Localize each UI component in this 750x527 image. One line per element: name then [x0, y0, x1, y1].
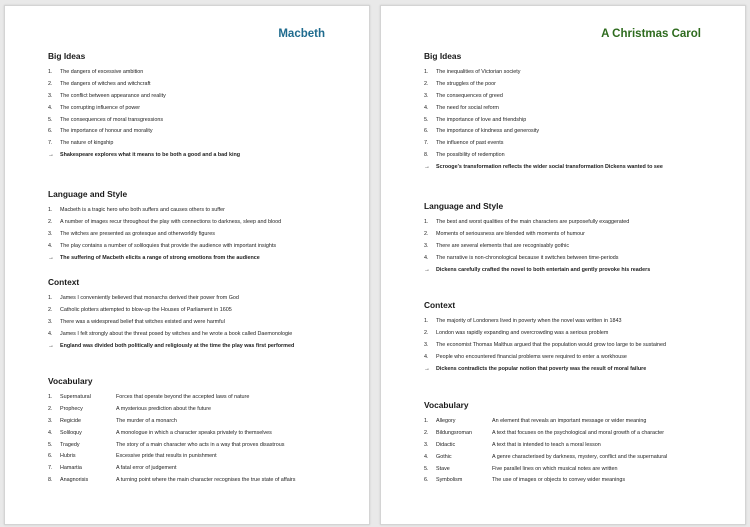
item-number: 4.	[48, 242, 53, 249]
item-number: 7.	[48, 465, 53, 472]
vocab-term: Prophecy	[60, 405, 83, 412]
item-number: 2.	[424, 230, 429, 237]
item-text: The influence of past events	[436, 140, 504, 147]
arrow-icon: →	[424, 266, 430, 273]
list-item	[424, 93, 725, 105]
section-heading: Big Ideas	[48, 51, 86, 61]
item-number: 8.	[48, 477, 53, 484]
list-item	[424, 81, 725, 93]
item-number: 6.	[424, 128, 429, 135]
item-number: 1.	[424, 69, 429, 75]
vocab-definition: Forces that operate beyond the accepted laws of nature	[116, 394, 250, 400]
list-item	[48, 295, 349, 307]
summary-text: Shakespeare explores what it means to be both a good and a bad king	[60, 152, 241, 159]
language-list	[48, 207, 349, 266]
item-number: 1.	[48, 69, 53, 75]
list-item	[424, 231, 725, 243]
vocab-term: Symbolism	[436, 477, 463, 484]
section-heading: Context	[48, 277, 80, 287]
list-item	[424, 318, 725, 330]
list-item	[424, 219, 725, 231]
item-text: The importance of kindness and generosity	[436, 128, 540, 135]
item-text: There are several elements that are recognisably gothic	[436, 242, 570, 249]
list-item	[424, 255, 725, 267]
list-item	[48, 319, 349, 331]
item-number: 2.	[48, 306, 53, 313]
arrow-icon: →	[48, 342, 54, 349]
item-text: A number of images recur throughout the play with connections to darkness, sleep and blood	[60, 218, 282, 225]
list-item	[48, 105, 349, 117]
list-item	[48, 331, 349, 343]
list-item	[424, 69, 725, 81]
item-number: 4.	[48, 429, 53, 436]
list-item	[48, 406, 349, 418]
list-item	[424, 477, 725, 489]
vocab-term: Hubris	[60, 453, 76, 460]
list-item	[48, 430, 349, 442]
item-number: 3.	[48, 92, 53, 99]
item-text: The dangers of witches and witchcraft	[60, 80, 151, 87]
list-item	[48, 128, 349, 140]
item-text: The importance of love and friendship	[436, 116, 527, 123]
context-list	[48, 295, 349, 354]
item-number: 5.	[424, 116, 429, 123]
item-number: 6.	[48, 128, 53, 135]
list-item	[48, 117, 349, 129]
item-text: James I conveniently believed that monarchs derived their power from God	[60, 295, 239, 301]
vocabulary-list	[48, 394, 349, 489]
section-heading: Vocabulary	[424, 400, 469, 410]
list-item	[424, 128, 725, 140]
item-text: The corrupting influence of power	[60, 104, 141, 111]
item-text: The nature of kingship	[60, 140, 114, 147]
list-item	[424, 466, 725, 478]
summary-text: Scrooge's transformation reflects the wider social transformation Dickens wanted to see	[436, 164, 663, 171]
list-item	[424, 117, 725, 129]
vocabulary-section	[424, 400, 725, 489]
item-number: 3.	[424, 242, 429, 249]
section-heading: Big Ideas	[424, 51, 462, 61]
item-text: The majority of Londoners lived in poverty when the novel was written in 1843	[436, 318, 622, 324]
list-item	[424, 243, 725, 255]
item-number: 2.	[48, 405, 53, 412]
vocabulary-list	[424, 418, 725, 489]
section-heading: Vocabulary	[48, 376, 93, 386]
list-item	[424, 442, 725, 454]
item-number: 3.	[48, 230, 53, 237]
context-list	[424, 318, 725, 377]
vocab-term: Regicide	[60, 417, 81, 424]
item-number: 4.	[424, 353, 429, 360]
list-item	[48, 69, 349, 81]
item-text: There was a widespread belief that witches existed and were harmful	[60, 318, 225, 325]
item-number: 6.	[48, 453, 53, 460]
item-number: 2.	[424, 329, 429, 336]
vocab-definition: A text that is intended to teach a moral lesson	[492, 441, 601, 448]
item-number: 6.	[424, 477, 429, 484]
item-number: 3.	[424, 341, 429, 348]
list-item	[48, 394, 349, 406]
big-ideas-section	[424, 51, 725, 176]
list-item	[48, 81, 349, 93]
item-number: 4.	[424, 104, 429, 111]
item-number: 8.	[424, 152, 429, 159]
vocab-definition: Five parallel lines on which musical notes are written	[492, 465, 618, 472]
item-text: People who encountered financial problems were required to enter a workhouse	[436, 353, 627, 360]
item-number: 1.	[48, 207, 53, 213]
arrow-icon: →	[48, 254, 54, 261]
vocab-term: Allegory	[436, 418, 456, 424]
vocab-term: Tragedy	[60, 441, 80, 448]
list-item	[424, 152, 725, 164]
vocab-definition: A monologue in which a character speaks privately to themselves	[116, 429, 272, 436]
item-number: 2.	[424, 429, 429, 436]
vocab-term: Anagnorisis	[60, 477, 89, 484]
item-text: The consequences of moral transgressions	[60, 116, 164, 123]
section-heading: Language and Style	[48, 189, 128, 199]
item-number: 1.	[48, 295, 53, 301]
item-number: 2.	[424, 80, 429, 87]
item-number: 1.	[424, 318, 429, 324]
item-text: The consequences of greed	[436, 92, 503, 99]
vocab-definition: A mysterious prediction about the future	[116, 405, 211, 412]
big-ideas-list	[48, 69, 349, 164]
big-ideas-list	[424, 69, 725, 176]
item-number: 1.	[424, 418, 429, 424]
item-number: 3.	[48, 318, 53, 325]
list-item	[48, 207, 349, 219]
list-item	[48, 140, 349, 152]
item-number: 1.	[424, 219, 429, 225]
vocab-term: Gothic	[436, 453, 452, 460]
item-number: 7.	[424, 140, 429, 147]
page-title: A Christmas Carol	[601, 28, 701, 40]
list-item	[48, 477, 349, 489]
item-number: 4.	[48, 104, 53, 111]
list-item	[48, 307, 349, 319]
item-number: 4.	[424, 453, 429, 460]
vocab-term: Stave	[436, 465, 450, 472]
list-item	[48, 418, 349, 430]
vocab-definition: An element that reveals an important message or wider meaning	[492, 418, 647, 424]
big-ideas-section	[48, 51, 349, 164]
item-text: The economist Thomas Malthus argued that the population would grow too large to be sustained	[436, 341, 667, 348]
item-text: The possibility of redemption	[436, 152, 505, 159]
list-item	[48, 243, 349, 255]
list-item	[424, 105, 725, 117]
summary-item	[424, 164, 725, 176]
arrow-icon: →	[48, 152, 54, 159]
item-number: 3.	[424, 441, 429, 448]
list-item	[424, 342, 725, 354]
item-text: The inequalities of Victorian society	[436, 69, 521, 75]
item-text: The importance of honour and morality	[60, 128, 153, 135]
vocab-term: Hamartia	[60, 465, 82, 472]
summary-item	[424, 366, 725, 378]
summary-item	[48, 343, 349, 355]
vocab-term: Didactic	[436, 441, 456, 448]
summary-item	[48, 152, 349, 164]
summary-item	[424, 267, 725, 279]
vocab-term: Supernatural	[60, 394, 91, 400]
summary-text: England was divided both politically and religiously at the time the play was first performed	[60, 342, 295, 349]
item-number: 3.	[48, 417, 53, 424]
item-text: The narrative is non-chronological because it switches between time-periods	[436, 254, 619, 261]
item-text: The witches are presented as grotesque and otherworldly figures	[60, 230, 215, 237]
summary-text: Dickens carefully crafted the novel to both entertain and gently provoke his readers	[436, 266, 651, 273]
page-macbeth	[4, 5, 370, 525]
language-section	[48, 189, 349, 266]
vocab-definition: A text that focuses on the psychological and moral growth of a character	[492, 429, 664, 436]
item-text: The play contains a number of soliloquies that provide the audience with important insights	[60, 242, 277, 249]
list-item	[424, 418, 725, 430]
arrow-icon: →	[424, 365, 430, 372]
vocab-definition: The murder of a monarch	[116, 417, 177, 424]
item-text: James I felt strongly about the threat posed by witches and he wrote a book called Daemonologie	[60, 330, 293, 337]
summary-item	[48, 255, 349, 267]
vocab-term: Bildungsroman	[436, 429, 472, 436]
page-title: Macbeth	[278, 28, 325, 40]
item-number: 5.	[424, 465, 429, 472]
list-item	[424, 430, 725, 442]
vocab-definition: A fatal error of judgement	[116, 465, 177, 472]
vocab-definition: The use of images or objects to convey wider meanings	[492, 477, 626, 484]
list-item	[424, 454, 725, 466]
list-item	[48, 442, 349, 454]
list-item	[48, 231, 349, 243]
item-number: 4.	[48, 330, 53, 337]
list-item	[424, 140, 725, 152]
item-text: The conflict between appearance and reality	[60, 92, 166, 99]
item-text: Moments of seriousness are blended with moments of humour	[436, 230, 585, 237]
list-item	[424, 354, 725, 366]
summary-text: Dickens contradicts the popular notion that poverty was the result of moral failure	[436, 365, 647, 372]
summary-text: The suffering of Macbeth elicits a range of strong emotions from the audience	[60, 254, 260, 261]
item-text: The dangers of excessive ambition	[60, 69, 144, 75]
list-item	[424, 330, 725, 342]
list-item	[48, 93, 349, 105]
item-number: 4.	[424, 254, 429, 261]
item-number: 2.	[48, 218, 53, 225]
item-number: 7.	[48, 140, 53, 147]
item-number: 5.	[48, 116, 53, 123]
language-list	[424, 219, 725, 278]
context-section	[424, 300, 725, 377]
item-text: London was rapidly expanding and overcrowding was a serious problem	[436, 329, 609, 336]
item-number: 1.	[48, 394, 53, 400]
list-item	[48, 219, 349, 231]
item-text: The need for social reform	[436, 104, 499, 111]
arrow-icon: →	[424, 164, 430, 171]
vocab-term: Soliloquy	[60, 429, 82, 436]
vocab-definition: A genre characterised by darkness, mystery, conflict and the supernatural	[492, 453, 668, 460]
item-text: The struggles of the poor	[436, 80, 496, 87]
vocab-definition: A turning point where the main character recognises the true state of affairs	[116, 477, 296, 484]
vocab-definition: Excessive pride that results in punishment	[116, 453, 217, 460]
context-section	[48, 277, 349, 354]
item-text: Macbeth is a tragic hero who both suffers and causes others to suffer	[60, 207, 225, 213]
list-item	[48, 465, 349, 477]
item-number: 2.	[48, 80, 53, 87]
page-christmas-carol	[380, 5, 746, 525]
item-number: 5.	[48, 441, 53, 448]
vocab-definition: The story of a main character who acts in a way that proves disastrous	[116, 441, 285, 448]
item-text: Catholic plotters attempted to blow-up the Houses of Parliament in 1605	[60, 306, 232, 313]
item-text: The best and worst qualities of the main characters are purposefully exaggerated	[436, 219, 630, 225]
list-item	[48, 453, 349, 465]
section-heading: Language and Style	[424, 201, 504, 211]
item-number: 3.	[424, 92, 429, 99]
vocabulary-section	[48, 376, 349, 489]
language-section	[424, 201, 725, 278]
section-heading: Context	[424, 300, 456, 310]
